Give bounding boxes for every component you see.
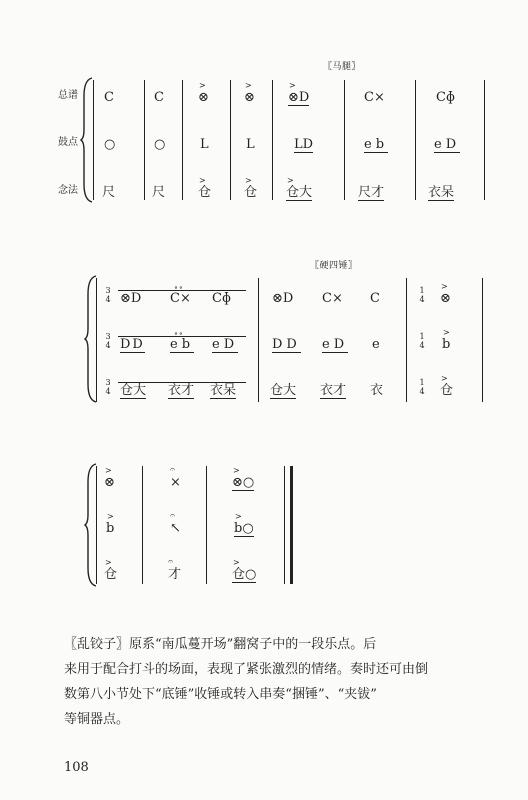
- note: LD: [294, 137, 314, 152]
- note: > 仓大: [286, 186, 312, 201]
- note: > ⊗: [198, 91, 209, 104]
- time-signature: 3 4: [105, 378, 111, 396]
- note: ∘∘ C×: [170, 292, 191, 305]
- time-signature: 3 4: [105, 332, 111, 350]
- note: ○: [154, 137, 166, 152]
- barline: [206, 466, 207, 584]
- note: Cɸ: [212, 291, 231, 306]
- barline: [344, 80, 345, 200]
- note: 𝄐 ↖: [170, 522, 181, 535]
- note: > ⊗D: [288, 91, 309, 106]
- note: 尺才: [358, 185, 385, 200]
- note: 衣呆: [428, 185, 455, 200]
- note: DD: [120, 337, 145, 352]
- note: ⊗D: [272, 291, 294, 306]
- barline: [96, 278, 97, 402]
- barline: [142, 466, 143, 584]
- note: > b: [442, 338, 450, 351]
- note: eb: [364, 137, 389, 152]
- barline: [93, 80, 94, 200]
- note: 𝄐 才: [168, 568, 181, 581]
- paragraph-line: 来用于配合打斗的场面，表现了紧张激烈的情绪。奏时还可由倒: [64, 662, 429, 677]
- description-paragraph: [64, 632, 496, 732]
- note: ∘∘ eb: [170, 338, 194, 353]
- note: C: [154, 90, 164, 105]
- section-title: 〖马腿〗: [323, 62, 362, 72]
- barline: [96, 466, 97, 584]
- barline: [144, 80, 145, 200]
- barline: [258, 278, 259, 402]
- note: C×: [364, 90, 385, 105]
- note: e: [372, 337, 380, 352]
- row-label-drum: 鼓点: [58, 137, 78, 148]
- note: L: [246, 137, 255, 152]
- note: > ⊗: [440, 292, 451, 305]
- note: > ⊗: [104, 476, 115, 489]
- final-barline: [290, 466, 293, 584]
- note: > b○: [234, 522, 254, 537]
- note: > ⊗○: [232, 476, 254, 491]
- time-signature: 1 4: [419, 286, 425, 304]
- note: ○: [104, 137, 116, 152]
- row-label-recitation: 念法: [58, 185, 78, 196]
- paragraph-line: 数第八小节处下“底锤”收锤或转入串奏“捆锤”、“夹钹”: [64, 687, 377, 702]
- note: 仓大: [120, 383, 147, 398]
- system-brace: [84, 274, 100, 404]
- system-brace: [84, 462, 100, 588]
- note: C: [370, 291, 380, 306]
- note: > 仓: [440, 384, 453, 397]
- paragraph-line: 等铜器点。: [64, 712, 130, 727]
- barline: [284, 466, 285, 584]
- note: DD: [272, 337, 301, 352]
- note: 衣才: [320, 383, 347, 398]
- note: C×: [322, 291, 343, 306]
- time-signature: 3 4: [105, 286, 111, 304]
- note: 衣才: [168, 383, 195, 398]
- row-label-score: 总谱: [58, 90, 78, 101]
- note: > 仓: [104, 568, 117, 581]
- section-title: 〖硬四锤〗: [310, 261, 358, 271]
- note: L: [200, 137, 209, 152]
- note: 衣呆: [210, 383, 237, 398]
- note: ⊗D: [120, 291, 142, 306]
- note: C: [104, 90, 114, 105]
- note: eD: [212, 337, 239, 352]
- barline: [415, 80, 416, 200]
- barline: [484, 80, 485, 200]
- barline: [482, 278, 483, 402]
- note: > 仓: [244, 186, 257, 199]
- note: 仓大: [270, 383, 297, 398]
- note: > 仓: [198, 186, 211, 199]
- barline: [406, 278, 407, 402]
- note: 𝄐 ×: [170, 476, 181, 489]
- note: eD: [322, 337, 349, 352]
- barline: [182, 80, 183, 200]
- paragraph-line: 〖乱铰子〗原系“南瓜蔓开场”翻窝子中的一段乐点。后: [64, 637, 377, 652]
- note: Cɸ: [436, 90, 455, 105]
- note: 尺: [102, 185, 116, 200]
- note: 尺: [152, 185, 166, 200]
- note: > b: [106, 522, 114, 535]
- note: > 仓○: [232, 568, 256, 583]
- note: eD: [434, 137, 461, 152]
- note: 衣: [370, 383, 384, 398]
- time-signature: 1 4: [419, 378, 425, 396]
- barline: [272, 80, 273, 200]
- page-number: 108: [64, 760, 89, 775]
- time-signature: 1 4: [419, 332, 425, 350]
- note: > ⊗: [244, 91, 255, 104]
- barline: [230, 80, 231, 200]
